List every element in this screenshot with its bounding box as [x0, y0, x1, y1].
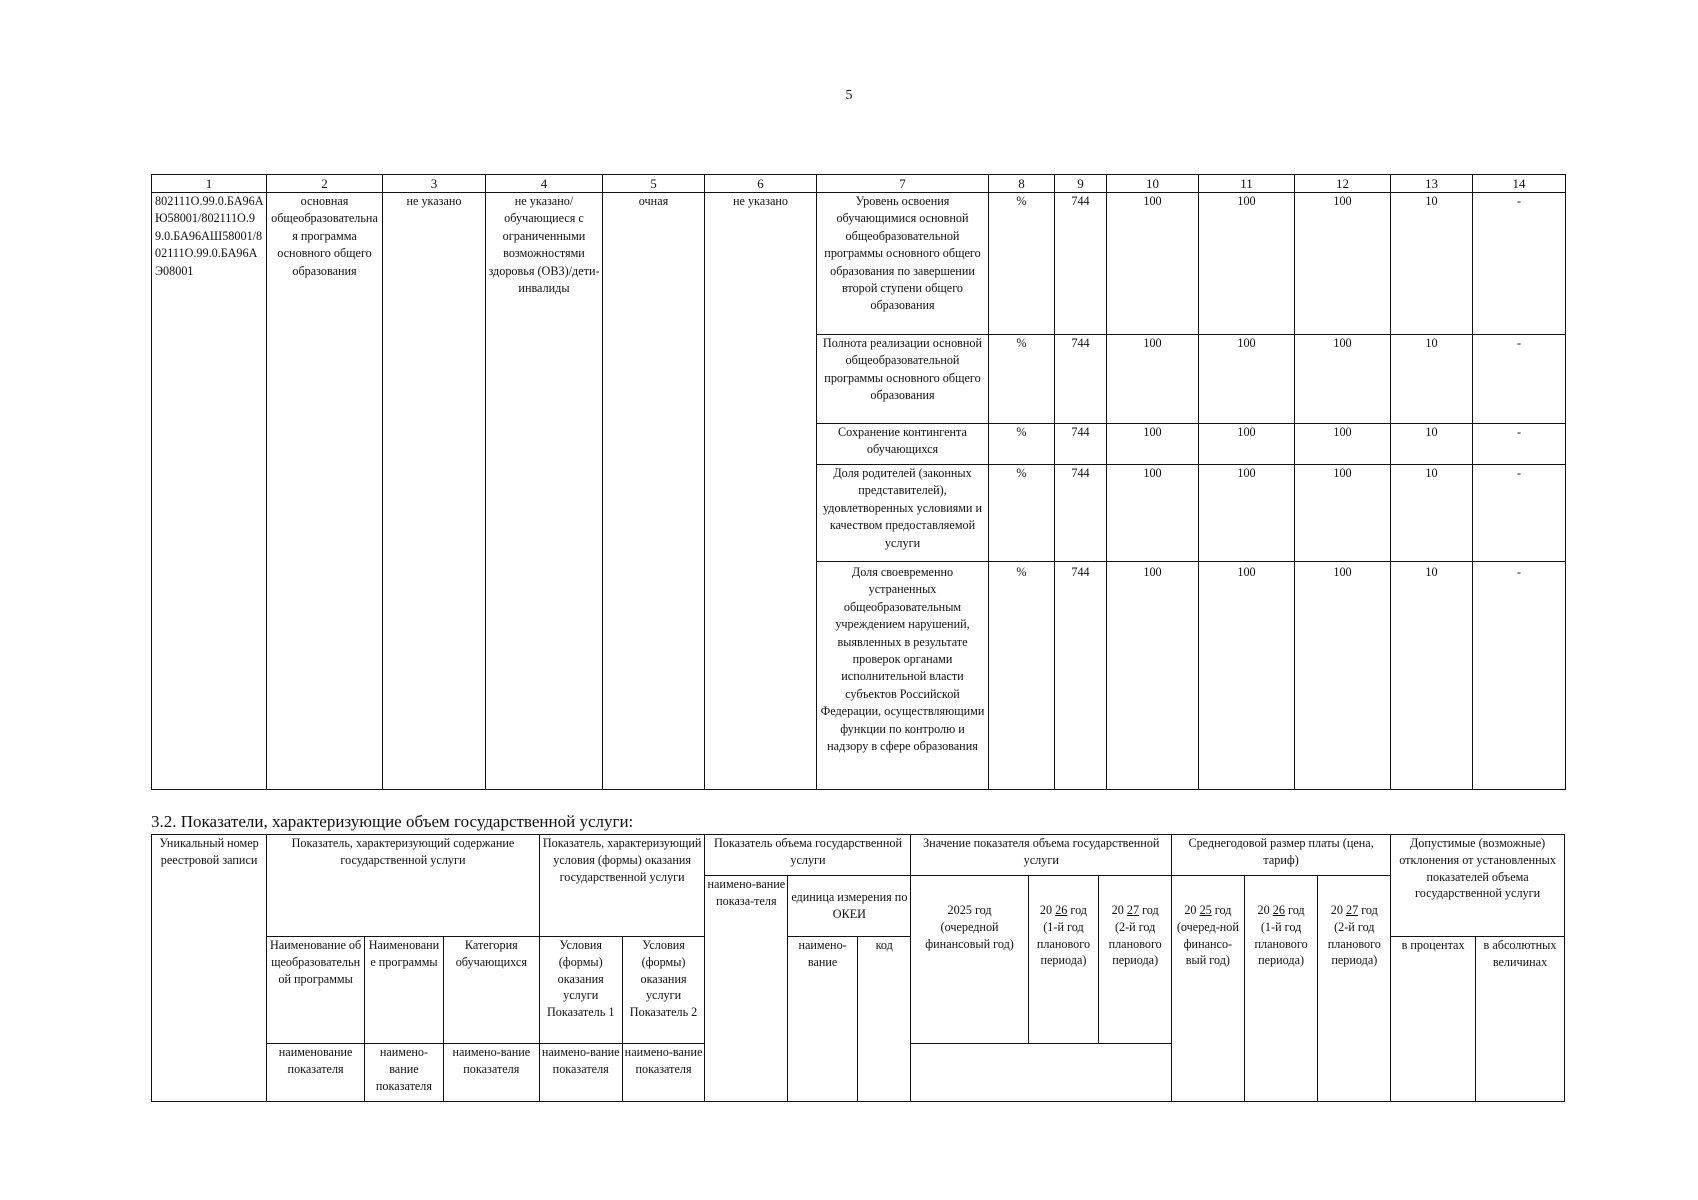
value-2025: 100 — [1107, 562, 1199, 790]
volume-name-header: наимено-вание показа-теля — [705, 876, 788, 1102]
column-number: 11 — [1199, 175, 1295, 193]
value-2027-note: (2-й год планового периода) — [1108, 919, 1162, 968]
volume-value-header: Значение показателя объема государственной услуги — [911, 835, 1172, 876]
indicator-unit: % — [989, 562, 1055, 790]
fee-2026-header — [1244, 876, 1318, 1102]
content-indicator-header: Показатель, характеризующий содержание государственной услуги — [267, 835, 540, 937]
indicator-name: Доля родителей (законных представителей), удовлетворенных условиями и качеством предоставляемой услуги — [817, 465, 989, 562]
col3-cell: не указано — [383, 193, 486, 790]
year-word: год — [1361, 903, 1378, 917]
indicator-name: Уровень освоения обучающимися основной общеобразовательной программы основного общего образования по завершении второй ступени общего образования — [817, 193, 989, 335]
fee-2025-header — [1172, 876, 1245, 1102]
quality-indicators-table — [151, 174, 1566, 790]
header-row-1 — [152, 835, 1565, 876]
year-word: год — [1288, 903, 1305, 917]
program-cell: основная общеобразовательная программа основного общего образования — [267, 193, 383, 790]
deviation-absolute: - — [1473, 193, 1566, 335]
deviation-header: Допустимые (возможные) отклонения от установленных показателей объема государственной услуги — [1391, 835, 1565, 937]
indicator-okei: 744 — [1055, 424, 1107, 465]
value-2027: 100 — [1295, 424, 1391, 465]
fee-2027-note: (2-й год планового периода) — [1327, 919, 1381, 968]
year-prefix: 20 — [1184, 903, 1197, 917]
value-2026: 100 — [1199, 424, 1295, 465]
value-2025: 100 — [1107, 424, 1199, 465]
deviation-absolute-header: в абсолютных величинах — [1476, 937, 1565, 1102]
value-2025: 100 — [1107, 193, 1199, 335]
value-2027: 100 — [1295, 562, 1391, 790]
form-cell: очная — [603, 193, 705, 790]
year-suffix: 26 — [1055, 903, 1068, 917]
section-title: 3.2. Показатели, характеризующие объем государственной услуги: — [151, 812, 634, 831]
value-2026: 100 — [1199, 193, 1295, 335]
value-2025-year: 2025 год — [947, 903, 992, 917]
page-number: 5 — [845, 88, 853, 103]
indicator-unit: % — [989, 335, 1055, 424]
deviation-absolute: - — [1473, 562, 1566, 790]
value-2026-note: (1-й год планового периода) — [1036, 919, 1091, 968]
value-empty-cell — [911, 1044, 1172, 1102]
indicator-unit: % — [989, 424, 1055, 465]
value-2026: 100 — [1199, 335, 1295, 424]
column-number: 7 — [817, 175, 989, 193]
value-2025-header — [911, 876, 1028, 1044]
year-suffix: 27 — [1345, 903, 1359, 917]
deviation-percent-header: в процентах — [1391, 937, 1476, 1102]
indicator-okei: 744 — [1055, 465, 1107, 562]
unique-number-header: Уникальный номер реестровой записи — [152, 835, 267, 1102]
deviation-absolute: - — [1473, 424, 1566, 465]
value-2026-header — [1028, 876, 1099, 1044]
col6-cell: не указано — [705, 193, 817, 790]
year-prefix: 20 — [1039, 903, 1053, 917]
unit-name-header: наимено-вание — [788, 937, 858, 1102]
indicator-okei: 744 — [1055, 335, 1107, 424]
year-word: год — [1142, 903, 1159, 917]
indicator-name-2: наимено-вание показателя — [365, 1044, 444, 1102]
value-2027: 100 — [1295, 465, 1391, 562]
year-prefix: 20 — [1257, 903, 1270, 917]
column-number: 10 — [1107, 175, 1199, 193]
sub-category: Категория обучающихся — [443, 937, 539, 1044]
indicator-unit: % — [989, 193, 1055, 335]
value-2025-note: (очередной финансовый год) — [925, 919, 1014, 951]
deviation-absolute: - — [1473, 335, 1566, 424]
fee-2025-note: (очеред-ной финансо-вый год) — [1176, 919, 1239, 968]
value-2026: 100 — [1199, 465, 1295, 562]
table-row — [152, 193, 1566, 335]
deviation-absolute: - — [1473, 465, 1566, 562]
deviation-percent: 10 — [1391, 465, 1473, 562]
unit-code-header: код — [857, 937, 911, 1102]
deviation-percent: 10 — [1391, 562, 1473, 790]
deviation-percent: 10 — [1391, 193, 1473, 335]
year-word: год — [1070, 903, 1088, 917]
column-number-row — [152, 175, 1566, 193]
column-number: 8 — [989, 175, 1055, 193]
column-number: 2 — [267, 175, 383, 193]
column-number: 12 — [1295, 175, 1391, 193]
registry-number-cell: 802111О.99.0.БА96АЮ58001/802111О.99.0.БА96АШ58001/802111О.99.0.БА96АЭ08001 — [152, 193, 267, 790]
sub-condition-1: Условия (формы) оказания услуги Показатель 1 — [539, 937, 622, 1044]
okei-unit-header: единица измерения по ОКЕИ — [788, 876, 911, 937]
value-2025: 100 — [1107, 465, 1199, 562]
indicator-unit: % — [989, 465, 1055, 562]
value-2027: 100 — [1295, 335, 1391, 424]
indicator-okei: 744 — [1055, 562, 1107, 790]
column-number: 5 — [603, 175, 705, 193]
indicator-name-4: наимено-вание показателя — [539, 1044, 622, 1102]
column-number: 9 — [1055, 175, 1107, 193]
indicator-name-1: наименование показателя — [267, 1044, 365, 1102]
indicator-name: Доля своевременно устраненных общеобразовательным учреждением нарушений, выявленных в результате проверок органами исполнительной власти субъектов Российской Федерации, осуществляющими функции по контролю и надзору в сфере образования — [817, 562, 989, 790]
indicator-name: Полнота реализации основной общеобразовательной программы основного общего образования — [817, 335, 989, 424]
year-word: год — [1214, 903, 1232, 917]
sub-program-name: Наименование общеобразовательной программы — [267, 937, 365, 1044]
volume-indicators-table — [151, 834, 1565, 1102]
column-number: 13 — [1391, 175, 1473, 193]
indicator-name-3: наимено-вание показателя — [443, 1044, 539, 1102]
indicator-name: Сохранение контингента обучающихся — [817, 424, 989, 465]
average-fee-header: Среднегодовой размер платы (цена, тариф) — [1172, 835, 1391, 876]
sub-program-standard: Наименование программы — [365, 937, 444, 1044]
column-number: 1 — [152, 175, 267, 193]
value-2026: 100 — [1199, 562, 1295, 790]
value-2027: 100 — [1295, 193, 1391, 335]
year-suffix: 25 — [1199, 903, 1212, 917]
fee-2026-note: (1-й год планового периода) — [1254, 919, 1308, 968]
year-prefix: 20 — [1111, 903, 1124, 917]
column-number: 4 — [486, 175, 603, 193]
column-number: 14 — [1473, 175, 1566, 193]
volume-indicator-header: Показатель объема государственной услуги — [705, 835, 911, 876]
year-suffix: 27 — [1126, 903, 1140, 917]
value-2025: 100 — [1107, 335, 1199, 424]
conditions-indicator-header: Показатель, характеризующий условия (формы) оказания государственной услуги — [539, 835, 705, 937]
deviation-percent: 10 — [1391, 424, 1473, 465]
sub-condition-2: Условия (формы) оказания услуги Показатель 2 — [622, 937, 705, 1044]
year-prefix: 20 — [1330, 903, 1343, 917]
deviation-percent: 10 — [1391, 335, 1473, 424]
year-suffix: 26 — [1272, 903, 1285, 917]
indicator-okei: 744 — [1055, 193, 1107, 335]
indicator-name-5: наимено-вание показателя — [622, 1044, 705, 1102]
column-number: 6 — [705, 175, 817, 193]
fee-2027-header — [1318, 876, 1391, 1102]
category-cell: не указано/ обучающиеся с ограниченными возможностями здоровья (ОВЗ)/дети-инвалиды — [486, 193, 603, 790]
column-number: 3 — [383, 175, 486, 193]
value-2027-header — [1099, 876, 1172, 1044]
